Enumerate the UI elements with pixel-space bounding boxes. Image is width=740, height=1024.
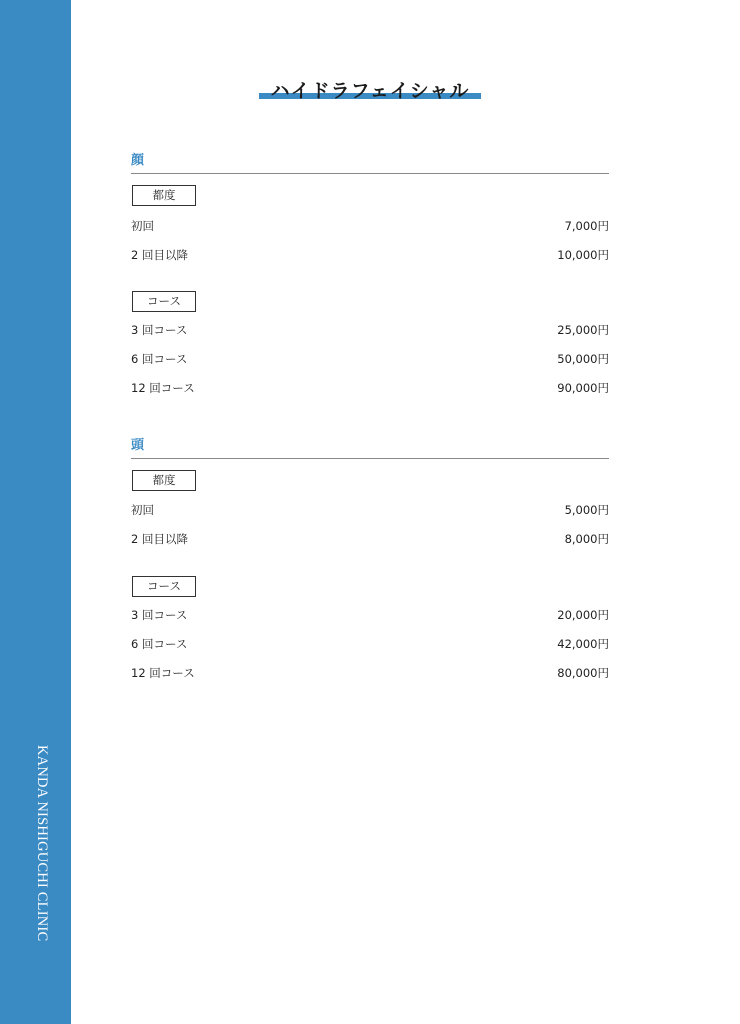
row-label: 2 回目以降 <box>131 532 188 546</box>
row-label: 初回 <box>131 219 154 233</box>
clinic-name: KANDA NISHIGUCHI CLINIC <box>34 745 50 942</box>
sidebar <box>0 0 71 1024</box>
row-label: 12 回コース <box>131 381 195 395</box>
row-price: 50,000円 <box>557 352 609 366</box>
section-face <box>131 152 609 395</box>
price-row <box>131 379 609 397</box>
row-price: 7,000円 <box>564 219 609 233</box>
row-price: 8,000円 <box>564 532 609 546</box>
price-row <box>131 246 609 264</box>
page-title: ハイドラフェイシャル <box>270 80 470 102</box>
row-label: 3 回コース <box>131 608 188 622</box>
row-label: 12 回コース <box>131 666 195 680</box>
price-row <box>131 664 609 682</box>
row-label: 初回 <box>131 503 154 517</box>
row-price: 10,000円 <box>557 248 609 262</box>
row-price: 5,000円 <box>564 503 609 517</box>
row-label: 2 回目以降 <box>131 248 188 262</box>
group-tag: 都度 <box>132 470 196 491</box>
price-row <box>131 350 609 368</box>
row-price: 25,000円 <box>557 323 609 337</box>
row-price: 42,000円 <box>557 637 609 651</box>
row-price: 20,000円 <box>557 608 609 622</box>
price-row <box>131 501 609 519</box>
price-row <box>131 530 609 548</box>
section-heading: 頭 <box>131 437 609 459</box>
row-label: 3 回コース <box>131 323 188 337</box>
price-row <box>131 606 609 624</box>
group-tag: コース <box>132 576 196 597</box>
price-row <box>131 321 609 339</box>
row-price: 90,000円 <box>557 381 609 395</box>
price-row <box>131 635 609 653</box>
group-tag: コース <box>132 291 196 312</box>
row-label: 6 回コース <box>131 352 188 366</box>
section-head <box>131 437 609 680</box>
row-label: 6 回コース <box>131 637 188 651</box>
section-heading: 顔 <box>131 152 609 174</box>
page-title-container <box>0 76 740 103</box>
price-row <box>131 217 609 235</box>
group-tag: 都度 <box>132 185 196 206</box>
row-price: 80,000円 <box>557 666 609 680</box>
